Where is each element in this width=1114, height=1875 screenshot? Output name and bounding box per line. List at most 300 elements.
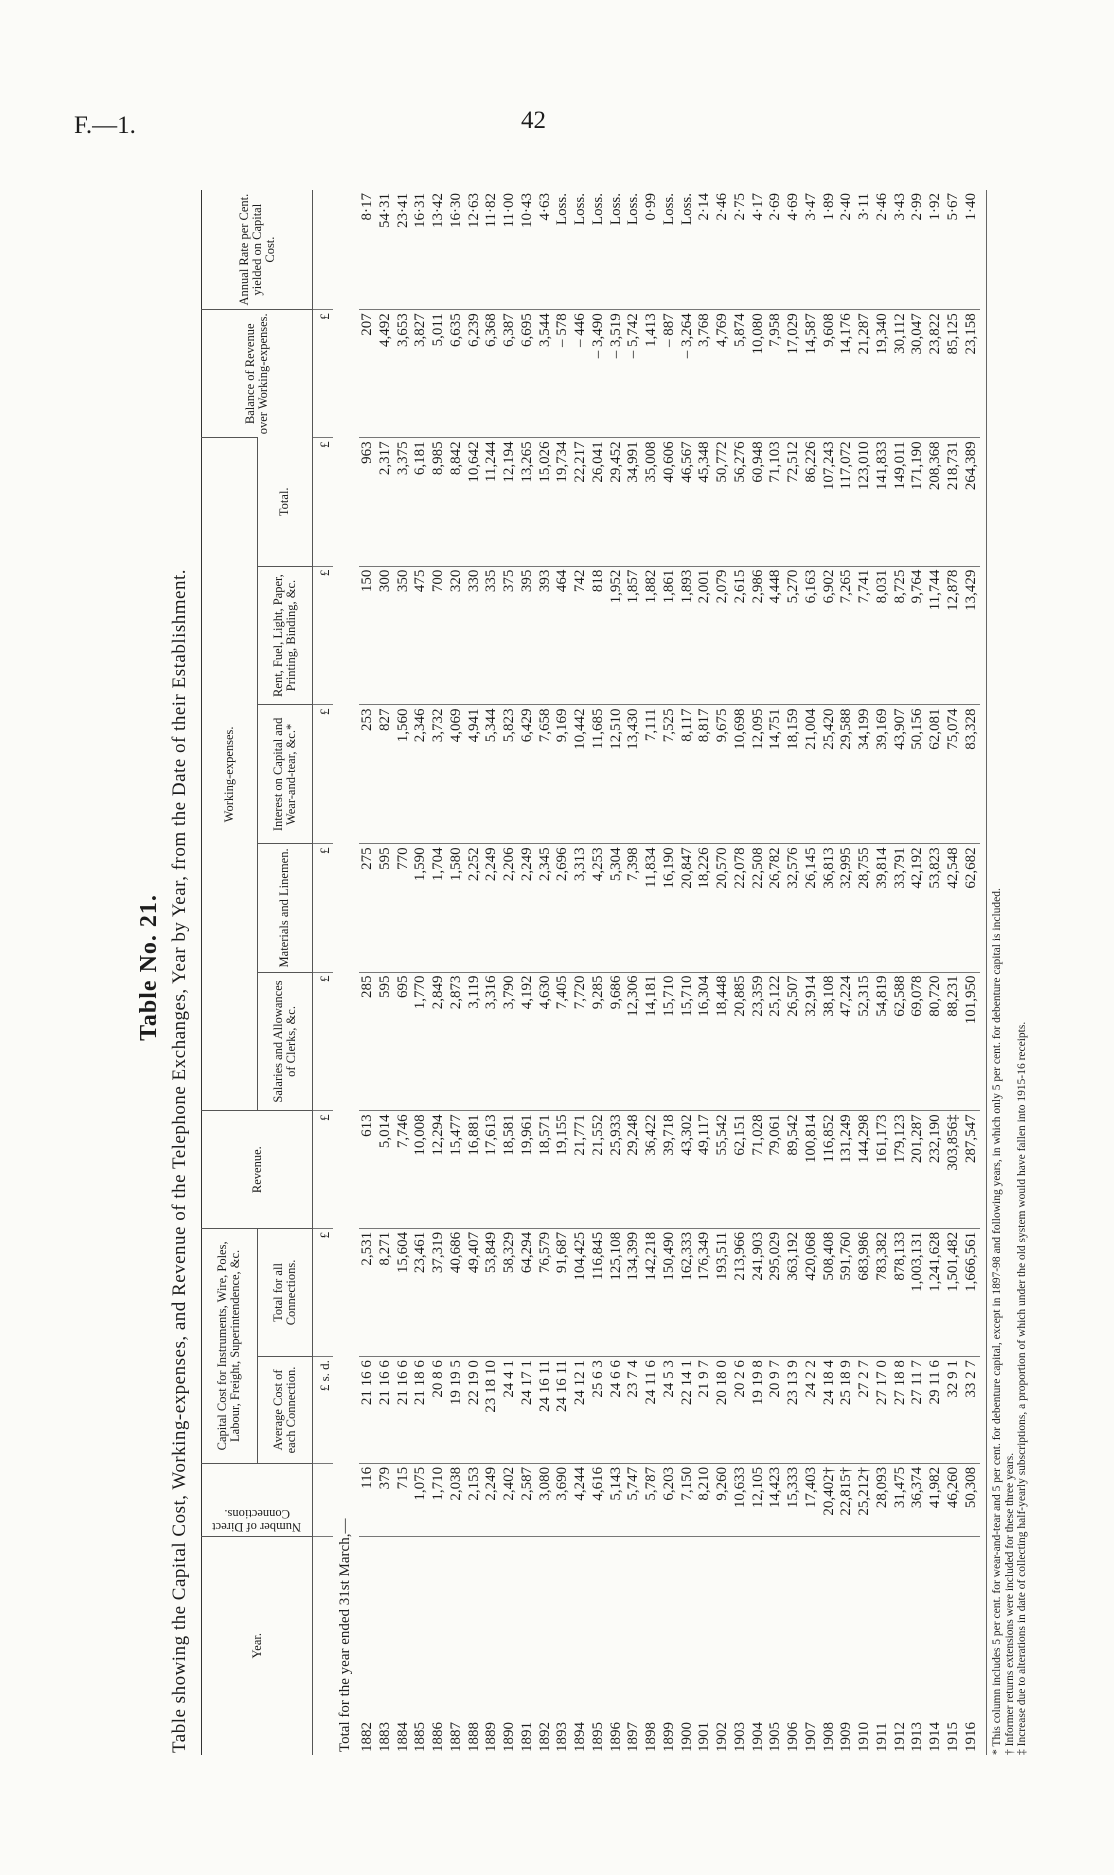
table-cell: 116,845 [590,1228,608,1356]
table-cell: 38,108 [821,972,839,1111]
table-cell: – 5,742 [625,310,643,438]
table-cell: 14,751 [767,705,785,844]
table-cell: 25,122 [767,972,785,1111]
year-cell: 1882 [359,1536,377,1755]
table-cell: 1,882 [643,566,661,705]
table-cell: 15,477 [448,1111,466,1229]
unit-cell: £ [313,438,334,566]
table-cell: 12,294 [430,1111,448,1229]
table-cell: 4,192 [519,972,537,1111]
table-cell: 7,525 [661,705,679,844]
table-cell: 2,249 [483,1463,501,1536]
table-cell: 50,156 [909,705,927,844]
col-salaries: Salaries and Allowances of Clerks, &c. [257,972,313,1111]
table-cell: 24 2 2 [803,1357,821,1464]
table-cell: 24 5 3 [661,1357,679,1464]
year-cell: 1885 [412,1536,430,1755]
table-cell: 4,448 [767,566,785,705]
table-cell: 742 [572,566,590,705]
table-cell: 218,731 [945,438,963,566]
table-cell: 1,413 [643,310,661,438]
table-cell: 27 2 7 [856,1357,874,1464]
table-cell: 72,512 [785,438,803,566]
table-cell: 20,570 [714,844,732,972]
table-cell: 4·63 [536,193,553,221]
table-cell: 7,741 [856,566,874,705]
table-cell: 55,542 [714,1111,732,1229]
table-cell: 208,368 [927,438,945,566]
year-cell: 1899 [661,1536,679,1755]
table-cell: 23,822 [927,310,945,438]
table-cell: 35,008 [643,438,661,566]
col-materials: Materials and Linemen. [257,844,313,972]
year-cell: 1901 [696,1536,714,1755]
table-cell: 21,771 [572,1111,590,1229]
year-cell: 1912 [892,1536,910,1755]
table-cell: 54·31 [376,193,393,228]
table-cell: 11·00 [501,193,517,228]
table-cell: 19,340 [874,310,892,438]
table-cell: 2,531 [359,1228,377,1356]
table-cell: 116,852 [821,1111,839,1229]
table-cell: 24 6 6 [608,1357,626,1464]
table-cell: 22,815† [838,1463,856,1536]
table-cell: 14,587 [803,310,821,438]
table-cell: 7,720 [572,972,590,1111]
table-cell: 320 [448,566,466,705]
table-row [732,190,750,1755]
table-cell: 21,004 [803,705,821,844]
table-cell: 10,080 [750,310,768,438]
table-cell: 24 18 4 [821,1357,839,1464]
year-cell: 1908 [821,1536,839,1755]
unit-cell: £ s. d. [313,1357,334,1464]
year-cell: 1911 [874,1536,892,1755]
table-cell: Loss. [660,193,677,226]
table-cell: 21,287 [856,310,874,438]
table-cell: Loss. [678,193,695,226]
table-cell: 2,615 [732,566,750,705]
year-cell: 1897 [625,1536,643,1755]
year-cell: 1905 [767,1536,785,1755]
table-cell: 12,194 [501,438,519,566]
table-cell: 9,686 [608,972,626,1111]
table-cell: 350 [395,566,413,705]
table-cell: 878,133 [892,1228,910,1356]
table-cell: 4,769 [714,310,732,438]
table-cell: 3·11 [856,193,872,220]
table-cell: 2,252 [466,844,484,972]
table-cell: 7,398 [625,844,643,972]
table-cell: 85,125 [945,310,963,438]
table-cell: 62,588 [892,972,910,1111]
table-cell: 3·47 [802,193,819,221]
table-cell: 28,755 [856,844,874,972]
table-cell: 123,010 [856,438,874,566]
unit-cell: £ [313,1111,334,1229]
table-cell: 161,173 [874,1111,892,1229]
table-cell: 2,873 [448,972,466,1111]
table-cell: 13,429 [963,566,981,705]
table-cell: 16,304 [696,972,714,1111]
table-cell: 117,072 [838,438,856,566]
table-cell: 1,770 [412,972,430,1111]
table-cell: 683,986 [856,1228,874,1356]
table-cell: 8,117 [679,705,697,844]
table-cell: 963 [359,438,377,566]
table-cell: 150 [359,566,377,705]
table-row [927,190,945,1755]
table-cell: 1,003,131 [909,1228,927,1356]
table-cell: 2·46 [873,193,890,221]
table-cell: 2,001 [696,566,714,705]
table-cell: 10,642 [466,438,484,566]
year-cell: 1900 [679,1536,697,1755]
table-cell: 335 [483,566,501,705]
table-cell: 14,176 [838,310,856,438]
table-row [874,190,892,1755]
table-body [313,190,981,1755]
table-row [714,190,732,1755]
table-cell: 179,123 [892,1111,910,1229]
table-cell: 3,768 [696,310,714,438]
table-cell: 26,145 [803,844,821,972]
table-cell: 25 18 9 [838,1357,856,1464]
table-cell: 18,448 [714,972,732,1111]
table-cell: 7,405 [554,972,572,1111]
table-cell: 6,635 [448,310,466,438]
table-cell: 7,658 [537,705,555,844]
table-cell: 86,226 [803,438,821,566]
year-cell: 1913 [909,1536,927,1755]
table-cell: 715 [395,1463,413,1536]
table-cell: Loss. [589,193,606,226]
col-total-connections: Total for all Connections. [257,1228,313,1356]
table-row [696,190,714,1755]
table-cell: 4·69 [785,193,801,221]
table-cell: 29,588 [838,705,856,844]
table-cell: 20 9 7 [767,1357,785,1464]
year-cell: 1906 [785,1536,803,1755]
table-cell: 2,346 [412,705,430,844]
table-cell: 4·17 [749,193,766,221]
lead-row [333,190,359,1755]
table-cell: 287,547 [963,1111,981,1229]
table-cell: 91,687 [554,1228,572,1356]
table-cell: 4,630 [537,972,555,1111]
table-cell: – 887 [661,310,679,438]
table-cell: 1,241,628 [927,1228,945,1356]
table-cell: 1,580 [448,844,466,972]
table-cell: 3,316 [483,972,501,1111]
table-cell: 4,941 [466,705,484,844]
table-cell: 62,682 [963,844,981,972]
table-cell: 64,294 [519,1228,537,1356]
table-cell: 53,823 [927,844,945,972]
table-cell: 28,093 [874,1463,892,1536]
table-cell: 264,389 [963,438,981,566]
table-cell: 7,265 [838,566,856,705]
table-cell: 2,402 [501,1463,519,1536]
year-cell: 1907 [803,1536,821,1755]
table-cell: 15,026 [537,438,555,566]
year-cell: 1915 [945,1536,963,1755]
table-cell: 1·89 [820,193,837,221]
unit-cell: £ [313,972,334,1111]
table-cell: 32,576 [785,844,803,972]
table-cell: 10·43 [518,193,535,228]
table-cell: 50,308 [963,1463,981,1536]
table-cell: 30,047 [909,310,927,438]
table-cell: 11·82 [483,193,500,228]
table-cell: 25,933 [608,1111,626,1229]
table-cell: 20 18 0 [714,1357,732,1464]
table-cell: 1,893 [679,566,697,705]
table-cell: 2·40 [838,193,855,221]
table-cell: 3,827 [412,310,430,438]
table-cell: 141,833 [874,438,892,566]
table-cell: 508,408 [821,1228,839,1356]
table-row [892,190,910,1755]
table-cell: 2,587 [519,1463,537,1536]
table-cell: 4,492 [377,310,395,438]
table-cell: 8·17 [359,193,375,221]
table-cell: 22 14 1 [679,1357,697,1464]
col-connections-label: Number of Direct Connections. [212,1506,302,1534]
year-cell: 1910 [856,1536,874,1755]
table-cell: 2,249 [483,844,501,972]
table-cell: 16,190 [661,844,679,972]
table-cell: 88,231 [945,972,963,1111]
table-cell: 14,181 [643,972,661,1111]
col-interest: Interest on Capital and Wear-and-tear, &c.* [257,705,313,844]
table-cell: 363,192 [785,1228,803,1356]
table-cell: 23,158 [963,310,981,438]
unit-cell [313,1536,334,1755]
year-cell: 1886 [430,1536,448,1755]
table-cell: 162,333 [679,1228,697,1356]
table-cell: – 446 [572,310,590,438]
table-cell: 6,695 [519,310,537,438]
table-cell: 33,791 [892,844,910,972]
table-cell: 1·40 [962,193,979,221]
year-cell: 1889 [483,1536,501,1755]
table-row [608,190,626,1755]
table-cell: 21 9 7 [696,1357,714,1464]
table-cell: 32,995 [838,844,856,972]
table-cell: 15,604 [395,1228,413,1356]
table-cell: 18,159 [785,705,803,844]
table-cell: 25,212† [856,1463,874,1536]
col-year: Year. [202,1536,313,1755]
table-number: Table No. 21. [136,894,162,1041]
table-cell: 10,633 [732,1463,750,1536]
table-row [519,190,537,1755]
table-cell: 39,814 [874,844,892,972]
table-cell: 14,423 [767,1463,785,1536]
table-cell: 15,710 [661,972,679,1111]
table-cell: 20,847 [679,844,697,972]
table-row [412,190,430,1755]
table-cell: 8,031 [874,566,892,705]
table-cell: 285 [359,972,377,1111]
table-cell: 21 16 6 [359,1357,377,1464]
table-cell: 15,710 [679,972,697,1111]
table-cell: 32 9 1 [945,1357,963,1464]
table-cell: 10,698 [732,705,750,844]
year-cell: 1909 [838,1536,856,1755]
table-cell: 5,143 [608,1463,626,1536]
table-cell: 5,787 [643,1463,661,1536]
table-cell: 464 [554,566,572,705]
table-cell: 1,075 [412,1463,430,1536]
table-row [501,190,519,1755]
table-cell: 50,772 [714,438,732,566]
table-cell: 2,317 [377,438,395,566]
table-cell: 27 11 7 [909,1357,927,1464]
table-cell: 39,718 [661,1111,679,1229]
table-cell: 18,571 [537,1111,555,1229]
table-cell: 12,878 [945,566,963,705]
table-cell: 6,239 [466,310,484,438]
table-cell: 2,849 [430,972,448,1111]
table-cell: 2·14 [696,193,713,221]
unit-cell: £ [313,705,334,844]
year-cell: 1888 [466,1536,484,1755]
table-cell: 3,653 [395,310,413,438]
table-cell: 53,849 [483,1228,501,1356]
table-cell: 395 [519,566,537,705]
table-cell: 20,885 [732,972,750,1111]
table-cell: 23 13 9 [785,1357,803,1464]
table-cell: 8,210 [696,1463,714,1536]
table-cell: 60,948 [750,438,768,566]
units-row [313,190,334,1755]
table-cell: 27 18 8 [892,1357,910,1464]
table-row [554,190,572,1755]
unit-cell [313,1463,334,1536]
table-cell: 9,169 [554,705,572,844]
table-title: Table showing the Capital Cost, Working-expenses, and Revenue of the Telephone Exchanges, Year by Year, from the Date of their Establishment. [169,568,190,1753]
year-cell: 1902 [714,1536,732,1755]
table-cell: 2,079 [714,566,732,705]
table-row [785,190,803,1755]
table-cell: 32,914 [803,972,821,1111]
year-cell: 1914 [927,1536,945,1755]
table-cell: 11,744 [927,566,945,705]
table-cell: 116 [359,1463,377,1536]
table-cell: 24 16 11 [537,1357,555,1464]
table-cell: 9,608 [821,310,839,438]
table-cell: 21 16 6 [395,1357,413,1464]
table-cell: 17,613 [483,1111,501,1229]
table-row [945,190,963,1755]
table-cell: 2,986 [750,566,768,705]
table-cell: – 3,519 [608,310,626,438]
table-cell: 5,823 [501,705,519,844]
table-cell: 10,008 [412,1111,430,1229]
table-cell: Loss. [625,193,642,226]
table-cell: 15,333 [785,1463,803,1536]
table-cell: 13·42 [430,193,446,228]
table-cell: 11,685 [590,705,608,844]
col-working-group: Working-expenses. [202,438,258,1111]
year-cell: 1896 [608,1536,626,1755]
table-cell: 2·99 [909,193,926,221]
table-cell: 18,581 [501,1111,519,1229]
table-cell: 5,014 [377,1111,395,1229]
table-cell: 13,430 [625,705,643,844]
table-cell: 22,508 [750,844,768,972]
table-cell: 20,402† [821,1463,839,1536]
table-cell: 9,260 [714,1463,732,1536]
table-cell: 5,344 [483,705,501,844]
table-cell: 1,710 [430,1463,448,1536]
table-cell: 5,011 [430,310,448,438]
unit-cell [313,190,334,310]
table-row [572,190,590,1755]
col-revenue: Revenue. [202,1111,313,1229]
table-cell: 69,078 [909,972,927,1111]
table-cell: 58,329 [501,1228,519,1356]
lead-label: Total for the year ended 31st March,— [337,1518,354,1752]
table-cell: 1,952 [608,566,626,705]
table-cell: 3,790 [501,972,519,1111]
year-cell: 1898 [643,1536,661,1755]
table-cell: 783,382 [874,1228,892,1356]
table-cell: 6,902 [821,566,839,705]
table-cell: 2,038 [448,1463,466,1536]
table-cell: 827 [377,705,395,844]
table-cell: 695 [395,972,413,1111]
table-cell: 2·46 [714,193,730,221]
table-cell: 7,150 [679,1463,697,1536]
col-total: Total. [257,438,313,566]
table-cell: 71,028 [750,1111,768,1229]
table-cell: 34,991 [625,438,643,566]
table-cell: 12,095 [750,705,768,844]
table-cell: 25,420 [821,705,839,844]
table-cell: 46,260 [945,1463,963,1536]
table-cell: 19 19 5 [448,1357,466,1464]
table-cell: 1,861 [661,566,679,705]
telephone-exchanges-table [201,190,980,1755]
table-cell: 6,181 [412,438,430,566]
table-cell: 75,074 [945,705,963,844]
table-cell: 16·31 [412,193,429,228]
table-cell: 27 17 0 [874,1357,892,1464]
table-cell: 104,425 [572,1228,590,1356]
table-cell: 142,218 [643,1228,661,1356]
table-cell: 193,511 [714,1228,732,1356]
table-cell: 303,856‡ [945,1111,963,1229]
page-code: F.—1. [74,112,136,139]
table-cell: 420,068 [803,1228,821,1356]
table-cell: 393 [537,566,555,705]
year-cell: 1891 [519,1536,537,1755]
table-cell: 300 [377,566,395,705]
table-row [377,190,395,1755]
table-cell: 5·67 [944,193,961,221]
table-cell: 6,429 [519,705,537,844]
table-cell: 23,359 [750,972,768,1111]
table-cell: 171,190 [909,438,927,566]
table-cell: 12,105 [750,1463,768,1536]
table-cell: 6,203 [661,1463,679,1536]
table-cell: 41,982 [927,1463,945,1536]
table-cell: 0·99 [643,193,659,221]
table-cell: 8,725 [892,566,910,705]
